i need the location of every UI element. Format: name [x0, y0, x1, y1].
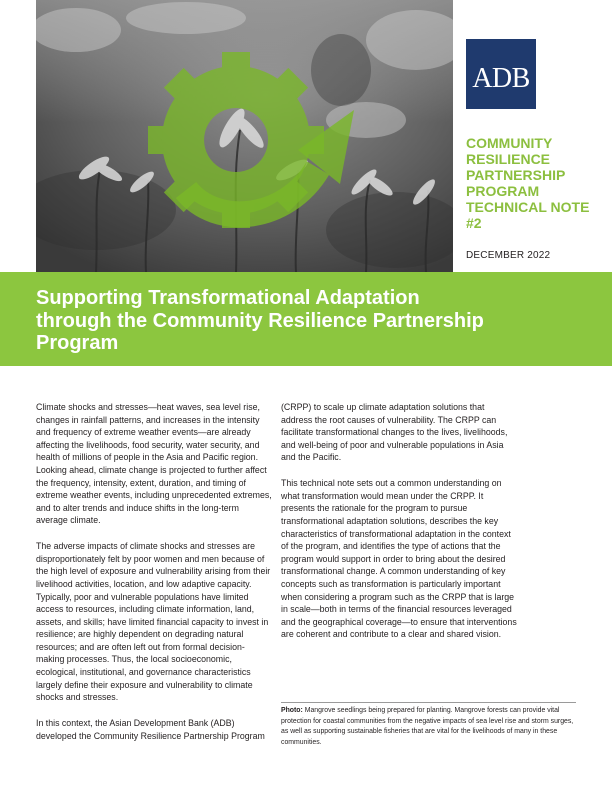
body-paragraph: Climate shocks and stresses—heat waves, sea level rise, changes in rainfall patterns, and increases in the intensity and frequency of extreme weather events—are already affecting the livelihoods, food security, water security, and health of millions of people in the Asia and Pacific region. Looking ahead, climate change is projected to further affect the frequency, intensity, extent, duration, and timing of extreme weather events, including unprecedented extremes, and to alter trends and induce shifts in the long-term average climate.	[36, 402, 272, 526]
body-column-right	[281, 401, 517, 654]
title-band	[0, 272, 612, 366]
body-column-left	[36, 401, 272, 755]
series-title: COMMUNITY RESILIENCE PARTNERSHIP PROGRAM TECHNICAL NOTE #2	[466, 135, 590, 231]
caption-text: Mangrove seedlings being prepared for planting. Mangrove forests can provide vital protection for coastal communities from the negative impacts of sea level rise and storm surges, as well as supporting sustainable fisheries that are vital for the livelihoods of many in these communities.	[281, 707, 574, 746]
cover-photo-art	[36, 0, 453, 272]
adb-logo-text: ADB	[472, 63, 530, 94]
body-paragraph: (CRPP) to scale up climate adaptation solutions that address the root causes of vulnerability. The CRPP can facilitate transformational changes to the lives, livelihoods, and well-being of poor and vulnerable populations in Asia and the Pacific.	[281, 402, 508, 463]
photo-caption	[281, 702, 576, 748]
page-title: Supporting Transformational Adaptation through the Community Resilience Partnership Program	[36, 287, 484, 354]
body-paragraph: The adverse impacts of climate shocks and stresses are disproportionately felt by poor women and men because of the high level of exposure and vulnerability arising from their livelihood activities, location, and low adaptive capacity. Typically, poor and vulnerable populations have limited access to resources, including climate information, land, assets, and skills; have limited financial capacity to invest in resilience; are highly dependent on degrading natural resources; and are often left out from formal decision-making processes. Thus, the local socioeconomic, ecological, institutional, and governance characteristics largely define their exposure and vulnerability to climate shocks and stresses.	[36, 541, 271, 703]
caption-label: Photo:	[281, 707, 303, 714]
body-paragraph: In this context, the Asian Development Bank (ADB) developed the Community Resilience Partnership Program	[36, 718, 265, 741]
publication-date: DECEMBER 2022	[466, 250, 551, 261]
body-paragraph: This technical note sets out a common understanding on what transformation would mean under the CRPP. It presents the rationale for the program to pursue transformational adaptation solutions, describes the key characteristics of transformational adaptation in the context of the program, and identifies the type of actions that the program would support in order to bring about the desired transformational change. A common understanding of key concepts such as transformation is particularly important when considering a program such as the CRPP that is large in scale—both in terms of the financial resources leveraged and the geographical coverage—to ensure that interventions are coherent and contribute to a clear and shared vision.	[281, 478, 517, 640]
adb-logo	[466, 39, 536, 109]
cover-photo	[36, 0, 453, 272]
